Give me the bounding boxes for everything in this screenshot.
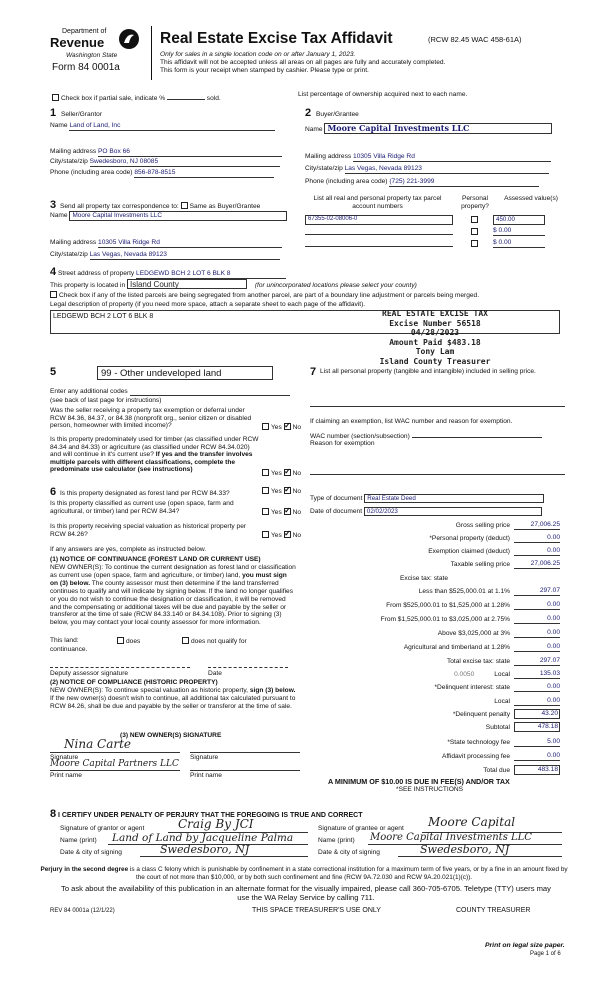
parcel-col-personal: Personal property?	[461, 195, 489, 210]
perjury-note	[40, 866, 568, 882]
addl-codes-label: Enter any additional codes	[50, 388, 128, 395]
section-3-number: 3	[50, 199, 57, 211]
located-note: (for unincorporated locations please select your county)	[254, 282, 417, 289]
tax-calculation	[310, 520, 560, 802]
notice-1-bold: you must sign on (3) below.	[50, 571, 287, 587]
street-field[interactable]: LEDGEWD BCH 2 LOT 6 BLK 8	[136, 270, 286, 279]
personal-value[interactable]: 0.00	[514, 534, 560, 543]
form-number: Form 84 0001a	[52, 62, 120, 73]
deputy-date-label: Date	[208, 670, 222, 677]
deputy-sig-line[interactable]	[50, 667, 190, 668]
signature-label-2: Signature	[190, 754, 219, 761]
local-label: Local	[494, 671, 510, 679]
section-3	[50, 199, 300, 265]
perjury-bold: Perjury in the second degree	[40, 866, 129, 873]
doc-date-field[interactable]: 02/02/2023	[364, 507, 542, 516]
stamp-line2: Excise Number 56518	[389, 318, 481, 328]
legal-paper-note: Print on legal size paper.	[485, 942, 565, 949]
instructions-note: If any answers are yes, complete as instructed below.	[50, 546, 207, 553]
buyer-mail-label: Mailing address	[305, 153, 352, 160]
owner-sig-line	[50, 752, 180, 753]
does-label: does	[126, 638, 141, 645]
form-rcw: (RCW 82.45 WAC 458-61A)	[428, 35, 522, 44]
seller-phone-field[interactable]: 856-878-8515	[134, 169, 274, 178]
exemption-yes-checkbox[interactable]	[262, 423, 269, 430]
owner-signature[interactable]: Nina Carte	[64, 737, 132, 751]
does-not-label: does not qualify for	[191, 638, 247, 645]
notice-2-pre: NEW OWNER(S): To continue special valuation as historic property,	[50, 687, 249, 694]
wac-number-label: WAC number (section/subsection)	[310, 433, 410, 440]
rev-number: REV 84 0001a (12/1/22)	[50, 908, 115, 914]
historic-answer	[262, 531, 301, 540]
no-label: No	[292, 470, 302, 477]
parcel-number-field[interactable]: 67355-02-08006-0	[305, 215, 453, 225]
excise-state-label: Excise tax: state	[400, 575, 449, 582]
section-6-number: 6	[50, 486, 57, 498]
alt-format-note: To ask about the availability of this publication in an alternate format for the visually impaired, please call 360-705-6705. Teletype (TTY) users may use the WA Relay Service by calling 711.	[61, 884, 551, 902]
total-due-label: Total due	[483, 767, 510, 775]
section-8	[50, 808, 570, 864]
notice-3-title: (3) NEW OWNER(S) SIGNATURE	[120, 732, 222, 739]
total-state-label: Total excise tax: state	[446, 658, 510, 666]
dept-line3: Washington State	[66, 52, 118, 59]
grantor-name[interactable]: Land of Land by Jacqueline Palma	[112, 832, 294, 844]
partial-sold-label: sold.	[206, 95, 221, 102]
section-1-title: Seller/Grantor	[60, 111, 103, 118]
doc-type-label: Type of document	[310, 495, 363, 502]
form-sub2: This affidavit will not be accepted unless all areas on all pages are fully and accurately completed.	[160, 59, 446, 66]
exemption-question: Was the seller receiving a property tax exemption or deferral under RCW 84.36, 84.37, or 84.38 (nonprofit org., senior citizen or disabled person, homeowner with limited income)?	[50, 407, 252, 430]
timber-no-checkbox[interactable]	[284, 469, 291, 476]
local-value[interactable]: 135.03	[514, 670, 560, 679]
does-checkbox[interactable]	[117, 637, 124, 644]
delinq-state-label: *Delinquent interest: state	[434, 684, 510, 692]
current-use-question: Is this property classified as current use (open space, farm and agricultural, or timber) land per RCW 84.34?	[50, 500, 234, 515]
partial-sale-label: Check box if partial sale, indicate %	[61, 95, 166, 102]
personal-label: *Personal property (deduct)	[429, 535, 510, 543]
total-state-value[interactable]: 297.07	[514, 657, 560, 666]
yes-label: Yes	[271, 470, 282, 477]
buyer-phone-label: Phone (including area code)	[305, 178, 388, 185]
segregated-label: Check box if any of the listed parcels are being segregated from another parcel, are part of a boundary line adjustment or parcels being merged.	[59, 292, 480, 299]
minimum-due: A MINIMUM OF $10.00 IS DUE IN FEE(S) AND/OR TAX	[328, 777, 510, 786]
current-use-yes-checkbox[interactable]	[262, 508, 269, 515]
historic-question: Is this property receiving special valuation as historical property per RCW 84.26?	[50, 523, 247, 538]
perjury-text: is a class C felony which is punishable by confinement in a state correctional institution for a maximum term of five years, or by a fine in an amount fixed by the court of not more than $10,000, or by both such confinement and fine (RCW 9A.72.030 and RCW 9A.20.021(1)(c)).	[129, 866, 568, 881]
yes-label: Yes	[271, 509, 282, 516]
timber-yes-checkbox[interactable]	[262, 469, 269, 476]
dept-line2: Revenue	[50, 35, 105, 50]
local-rate: 0.0050	[454, 671, 475, 679]
correspondence-city-field[interactable]: Las Vegas, Nevada 89123	[90, 251, 280, 260]
notice-1-pre: NEW OWNER(S): To continue the current designation as forest land or classification as current use (open space, farm and agriculture, or timber) land,	[50, 564, 296, 579]
stamp-line4: Amount Paid $483.18	[389, 337, 481, 347]
parcel-number-field[interactable]	[305, 227, 453, 235]
subtotal-value[interactable]: 478.18	[514, 722, 560, 732]
county-treasurer: COUNTY TREASURER	[456, 907, 531, 914]
personal-property-label: List all personal property (tangible and intangible) included in selling price.	[320, 368, 536, 375]
owner-print-name[interactable]: Moore Capital Partners LLC	[50, 759, 179, 769]
exempt-wac-label: If claiming an exemption, list WAC number and reason for exemption.	[310, 418, 513, 425]
section-7-number: 7	[310, 366, 317, 378]
correspondence-mail-label: Mailing address	[50, 239, 97, 246]
tech-fee-value[interactable]: 5.00	[514, 738, 560, 747]
no-label: No	[292, 424, 302, 431]
tier4-value[interactable]: 0.00	[514, 629, 560, 638]
grantor-sig-label: Signature of grantor or agent	[60, 825, 145, 832]
ag-value[interactable]: 0.00	[514, 643, 560, 652]
grantor-date[interactable]: Swedesboro, NJ	[160, 843, 250, 856]
section-7	[310, 366, 570, 516]
this-land-label: This land:	[50, 637, 79, 644]
tier3-value[interactable]: 0.00	[514, 615, 560, 624]
buyer-name-field[interactable]: Moore Capital Investments LLC	[324, 123, 552, 134]
notice-1-text	[50, 564, 296, 627]
buyer-phone-field[interactable]: (725) 221-3999	[389, 178, 539, 187]
wac-number-field[interactable]	[412, 430, 542, 438]
timber-question	[50, 436, 260, 474]
parcel-col-value: Assessed value(s)	[504, 195, 558, 202]
penalty-label: *Delinquent penalty	[452, 711, 510, 719]
no-label: No	[292, 509, 302, 516]
penalty-value[interactable]: 43.20	[514, 709, 560, 719]
section-3-title: Send all property tax correspondence to:	[59, 203, 179, 210]
subtotal-label: Subtotal	[485, 724, 510, 732]
parcel-row	[305, 215, 567, 226]
certify-label: I CERTIFY UNDER PENALTY OF PERJURY THAT THE FOREGOING IS TRUE AND CORRECT	[57, 812, 363, 819]
delinq-state-value[interactable]: 0.00	[514, 683, 560, 692]
yes-label: Yes	[271, 488, 282, 495]
notice-2-bold: sign (3) below.	[249, 687, 296, 694]
total-due-value[interactable]: 483.18	[514, 765, 560, 775]
stamp-line5: Tony Lam	[415, 347, 455, 357]
dor-logo	[48, 26, 148, 82]
tier1-label: Less than $525,000.01 at 1.1%	[418, 588, 510, 596]
exempt-reason-label: Reason for exemption	[310, 440, 375, 447]
owner-print-line-2	[190, 770, 300, 771]
form-title: Real Estate Excise Tax Affidavit	[160, 30, 393, 47]
ag-label: Agricultural and timberland at 1.28%	[403, 644, 510, 652]
taxable-value[interactable]: 27,006.25	[514, 560, 560, 569]
yes-label: Yes	[271, 424, 282, 431]
exempt-claimed-label: Exemption claimed (deduct)	[428, 548, 510, 556]
correspondence-name-label: Name	[50, 212, 68, 219]
owner-print-line	[50, 770, 180, 771]
addl-codes-field[interactable]	[130, 388, 290, 396]
buyer-city-label: City/state/zip	[305, 165, 343, 172]
header	[48, 26, 568, 82]
seller-mail-field[interactable]: PO Box 66	[98, 148, 282, 157]
form-sub3: This form is your receipt when stamped by cashier. Please type or print.	[160, 67, 369, 74]
dept-line1: Department of	[62, 28, 107, 35]
correspondence-city-label: City/state/zip	[50, 251, 88, 258]
notice-2-post: If the new owner(s) doesn't wish to continue, all additional tax calculated pursuant to RCW 84.26, shall be due and payable by the seller or transferor at the time of sale.	[50, 694, 296, 710]
parcel-personal-checkbox[interactable]	[471, 216, 478, 223]
parcel-value-field[interactable]: 450.00	[493, 215, 545, 225]
parcel-value-field[interactable]: $ 0.00	[493, 227, 545, 236]
buyer-mail-field[interactable]: 10305 Villa Ridge Rd	[353, 153, 551, 162]
buyer-city-field[interactable]: Las Vegas, Nevada 89123	[345, 165, 549, 174]
partial-sale	[52, 92, 221, 103]
exemption-answer	[262, 423, 301, 432]
print-name-label: Print name	[50, 772, 82, 779]
notice-2-title: (2) NOTICE OF COMPLIANCE (HISTORIC PROPERTY)	[50, 679, 218, 686]
seller-mail-label: Mailing address	[50, 148, 97, 155]
form-sub1: Only for sales in a single location code on or after January 1, 2023.	[160, 51, 356, 58]
list-percentage-note: List percentage of ownership acquired next to each name.	[298, 91, 468, 98]
treasurer-only: THIS SPACE TREASURER'S USE ONLY	[252, 907, 381, 914]
historic-yes-checkbox[interactable]	[262, 531, 269, 538]
see-instructions: *SEE INSTRUCTIONS	[396, 786, 464, 793]
owner-sig-line-2	[190, 752, 300, 753]
parcel-col-numbers: List all real and personal property tax parcel account numbers	[313, 195, 442, 210]
notice-1-post: The county assessor must then determine if the land transferred continues to qualify and will indicate by signing below. If the land no longer qualifies or you do not wish to continue the designation or classification, it will be removed and the compensating or additional taxes will be due and payable by the seller or transferor at the time of sale (RCW 84.33.140 or 84.34.108). Prior to signing (3) below, you may contact your local county assessor for more information.	[50, 579, 294, 627]
section-8-number: 8	[50, 808, 57, 820]
section-1	[50, 107, 290, 187]
tier2-value[interactable]: 0.00	[514, 601, 560, 610]
seller-phone-label: Phone (including area code)	[50, 169, 133, 176]
tier1-value[interactable]: 297.07	[514, 587, 560, 596]
section-1-number: 1	[50, 107, 57, 119]
grantee-date-label: Date & city of signing	[318, 849, 380, 856]
doc-type-field[interactable]: Real Estate Deed	[364, 494, 544, 503]
grantor-name-label: Name (print)	[60, 837, 97, 844]
grantee-date[interactable]: Swedesboro, NJ	[420, 843, 510, 856]
exemption-no-checkbox[interactable]	[284, 423, 291, 430]
processing-fee-value[interactable]: 0.00	[514, 752, 560, 761]
forest-question: Is this property designated as forest land per RCW 84.33?	[59, 490, 230, 497]
delinq-local-value[interactable]: 0.00	[514, 697, 560, 706]
parcel-number-field[interactable]	[305, 239, 453, 247]
seller-city-field[interactable]: Swedesboro, NJ 08085	[90, 158, 280, 167]
buyer-name-label: Name	[305, 126, 323, 133]
forest-yes-checkbox[interactable]	[262, 487, 269, 494]
section-2-title: Buyer/Grantee	[315, 111, 359, 118]
continuance-label: continuance.	[50, 646, 88, 653]
addl-codes-note: (see back of last page for instructions)	[50, 397, 162, 404]
seller-name-label: Name	[50, 122, 68, 129]
timber-answer	[262, 469, 301, 478]
personal-property-field[interactable]	[310, 406, 565, 407]
street-label: Street address of property	[57, 270, 135, 277]
treasurer-stamp	[360, 309, 510, 367]
correspondence-mail-field[interactable]: 10305 Villa Ridge Rd	[98, 239, 282, 248]
notice-1-title: (1) NOTICE OF CONTINUANCE (FOREST LAND OR CURRENT USE)	[50, 556, 261, 563]
no-label: No	[292, 532, 302, 539]
timber-question-bold: If yes and the transfer involves multiple parcels with different classifications, complete the predominate use calculator (see instructions)	[50, 451, 253, 474]
tier2-label: From $525,000.01 to $1,525,000 at 1.28%	[386, 602, 510, 610]
deputy-sig-label: Deputy assessor signature	[50, 670, 129, 677]
gross-value[interactable]: 27,006.25	[514, 521, 560, 530]
processing-fee-label: Affidavit processing fee	[441, 753, 510, 761]
does-not-checkbox[interactable]	[182, 637, 189, 644]
doc-date-label: Date of document	[310, 508, 363, 515]
taxable-label: Taxable selling price	[450, 561, 510, 569]
parcel-value-field[interactable]: $ 0.00	[493, 239, 545, 248]
legal-label: Legal description of property (if you need more space, attach a separate sheet to each page of the affidavit).	[50, 301, 366, 308]
deputy-date-line[interactable]	[208, 667, 288, 668]
section-6	[50, 486, 305, 779]
partial-percent-input[interactable]	[167, 92, 205, 100]
tier3-label: From $1,525,000.01 to $3,025,000 at 2.75%	[380, 616, 510, 624]
exempt-claimed-value[interactable]: 0.00	[514, 547, 560, 556]
grantor-signature[interactable]: Craig By JCI	[178, 817, 254, 831]
grantee-signature[interactable]: Moore Capital	[428, 815, 516, 829]
parcel-personal-checkbox[interactable]	[471, 228, 478, 235]
stamp-line6: Island County Treasurer	[379, 356, 491, 366]
same-as-buyer-checkbox[interactable]	[181, 202, 188, 209]
wa-logo-icon	[118, 28, 140, 50]
section-2-number: 2	[305, 107, 312, 119]
current-use-answer	[262, 508, 301, 517]
stamp-line3: 04/28/2023	[410, 328, 460, 338]
no-label: No	[292, 488, 302, 495]
section-5-number: 5	[50, 366, 57, 378]
grantee-name[interactable]: Moore Capital Investments LLC	[370, 832, 532, 843]
located-label: This property is located in	[50, 282, 126, 289]
grantee-sig-label: Signature of grantee or agent	[318, 825, 404, 832]
segregated-checkbox[interactable]	[50, 291, 57, 298]
section-4-number: 4	[50, 266, 57, 278]
signature-label: Signature	[50, 754, 79, 761]
header-divider	[151, 26, 152, 80]
parcel-table	[305, 195, 570, 259]
section-2	[305, 107, 560, 187]
tier4-label: Above $3,025,000 at 3%	[437, 630, 510, 638]
timber-question-text: Is this property predominately used for timber (as classified under RCW 84.34 and 84.33) or agriculture (as classified under RCW 84.34.020) and will continue in it's current use?	[50, 436, 259, 459]
tech-fee-label: *State technology fee	[447, 739, 510, 747]
page-number: Page 1 of 6	[530, 951, 561, 957]
seller-city-label: City/state/zip	[50, 158, 88, 165]
notice-2-text	[50, 687, 300, 711]
grantee-name-label: Name (print)	[318, 837, 355, 844]
forest-answer	[262, 487, 301, 496]
correspondence-name-field[interactable]: Moore Capital Investments LLC	[69, 211, 287, 221]
gross-label: Gross selling price	[455, 522, 510, 530]
forest-no-checkbox[interactable]	[284, 487, 291, 494]
parcel-personal-checkbox[interactable]	[471, 240, 478, 247]
legal-description-value: LEDGEWD BCH 2 LOT 6 BLK 8	[53, 313, 154, 320]
county-select[interactable]: Island County	[127, 279, 247, 289]
partial-sale-checkbox[interactable]	[52, 94, 59, 101]
parcel-row	[305, 227, 567, 238]
section-5	[50, 366, 300, 484]
print-name-label-2: Print name	[190, 772, 222, 779]
yes-label: Yes	[271, 532, 282, 539]
land-use-select[interactable]: 99 - Other undeveloped land	[97, 366, 273, 380]
stamp-line1: REAL ESTATE EXCISE TAX	[382, 309, 488, 318]
delinq-local-label: Local	[494, 698, 510, 706]
current-use-no-checkbox[interactable]	[284, 508, 291, 515]
historic-no-checkbox[interactable]	[284, 531, 291, 538]
parcel-row	[305, 239, 567, 250]
seller-name-field[interactable]: Land of Land, Inc	[69, 122, 275, 131]
exempt-reason-field[interactable]	[310, 474, 565, 475]
same-as-buyer-label: Same as Buyer/Grantee	[189, 203, 261, 210]
grantor-date-label: Date & city of signing	[60, 849, 122, 856]
